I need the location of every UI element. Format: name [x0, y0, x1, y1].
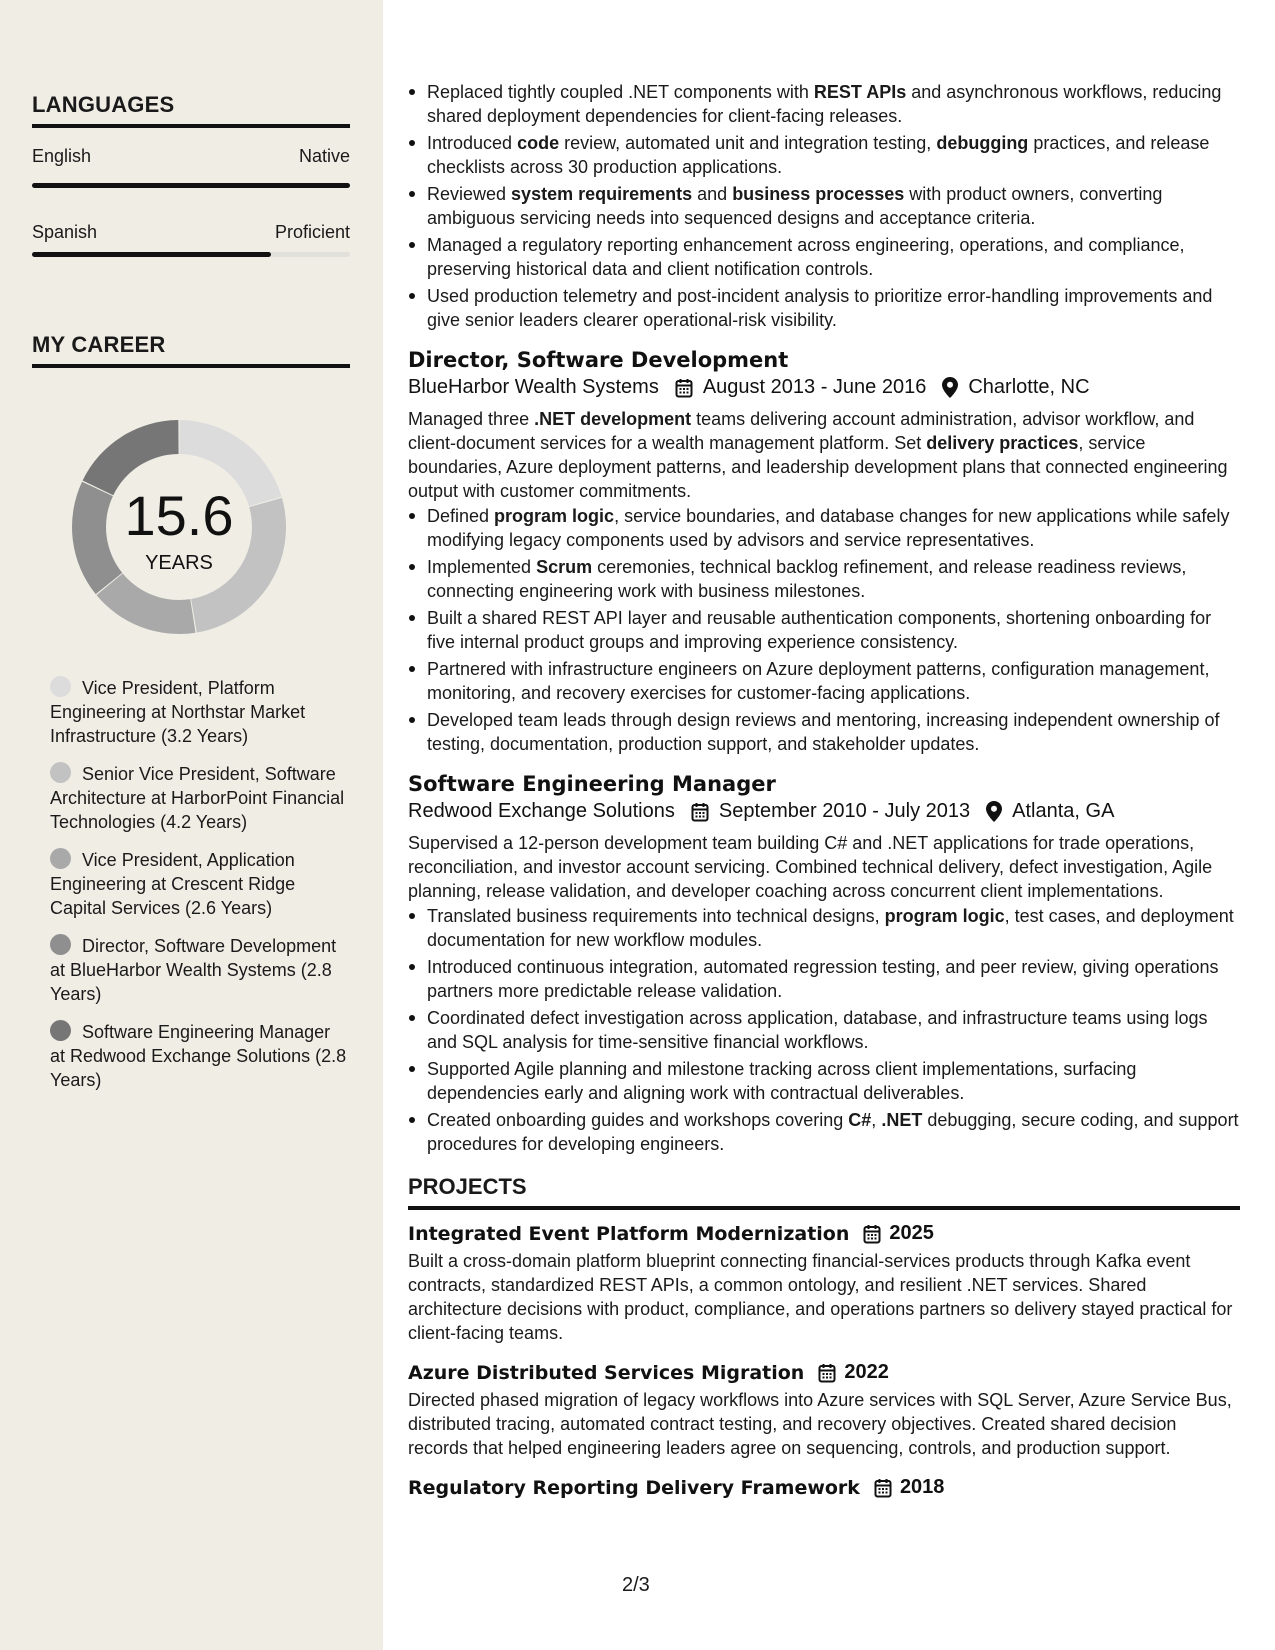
job-dates: August 2013 - June 2016 — [702, 376, 927, 398]
language-row-english — [32, 146, 350, 167]
project-entry — [408, 1222, 1240, 1345]
job-company: BlueHarbor Wealth Systems — [408, 376, 659, 398]
career-item — [50, 934, 350, 1006]
experience-bullets — [408, 80, 1240, 332]
bullet-item: Translated business requirements into technical designs, program logic, test cases, and deployment documentation for new workflow modules. — [427, 904, 1240, 952]
job-title: Director, Software Development — [408, 348, 789, 372]
project-title-row — [408, 1361, 1240, 1384]
job-title: Software Engineering Manager — [408, 772, 776, 796]
calendar-icon — [874, 1478, 892, 1498]
project-entry — [408, 1361, 1240, 1460]
job-dates: September 2010 - July 2013 — [718, 800, 971, 822]
projects-heading: PROJECTS — [408, 1174, 1240, 1210]
job-entry — [408, 348, 1240, 756]
language-name: English — [32, 146, 92, 166]
career-item-label: Director, Software Development at BlueHarbor Wealth Systems (2.8 Years) — [50, 936, 337, 1004]
career-heading: MY CAREER — [32, 332, 350, 368]
legend-dot — [50, 1020, 71, 1041]
career-item — [50, 762, 350, 834]
bullet-item: Introduced continuous integration, automated regression testing, and peer review, giving operations partners more predictable release validation. — [427, 955, 1240, 1003]
bullet-item: Managed a regulatory reporting enhancement across engineering, operations, and compliance, preserving historical data and client notification controls. — [427, 233, 1240, 281]
career-list — [50, 676, 350, 1106]
language-name: Spanish — [32, 222, 98, 242]
career-item-label: Vice President, Application Engineering at Crescent Ridge Capital Services (2.6 Years) — [50, 850, 296, 918]
job-meta — [408, 800, 1240, 823]
career-item — [50, 848, 350, 920]
job-meta — [408, 376, 1240, 399]
bullet-item: Replaced tightly coupled .NET components with REST APIs and asynchronous workflows, reducing shared deployment dependencies for client-facing releases. — [427, 80, 1240, 128]
career-item-label: Vice President, Platform Engineering at Northstar Market Infrastructure (3.2 Years) — [50, 678, 306, 746]
bullet-item: Created onboarding guides and workshops covering C#, .NET debugging, secure coding, and support procedures for developing engineers. — [427, 1110, 1239, 1154]
bullet-item: Developed team leads through design reviews and mentoring, increasing independent ownership of testing, documentation, production support, and stakeholder updates. — [427, 708, 1240, 756]
language-proficiency-fill — [32, 183, 350, 188]
language-proficiency-fill — [32, 252, 271, 257]
calendar-icon — [818, 1363, 836, 1383]
experience-list — [408, 348, 1240, 1156]
career-donut-chart — [62, 410, 296, 644]
location-pin-icon — [986, 801, 1002, 822]
project-title: Azure Distributed Services Migration — [408, 1361, 805, 1384]
calendar-icon — [691, 802, 709, 822]
calendar-icon — [863, 1224, 881, 1244]
language-proficiency-bar — [32, 183, 350, 188]
bullet-item: Partnered with infrastructure engineers on Azure deployment patterns, configuration management, monitoring, and recovery exercises for customer-facing applications. — [427, 657, 1240, 705]
job-location: Charlotte, NC — [968, 376, 1090, 398]
job-company: Redwood Exchange Solutions — [408, 800, 675, 822]
bullet-item: Supported Agile planning and milestone tracking across client implementations, surfacing dependencies early and aligning work with contractual deliverables. — [427, 1057, 1240, 1105]
job-bullets — [408, 504, 1240, 756]
bullet-item: Coordinated defect investigation across application, database, and infrastructure teams using logs and SQL analysis for time-sensitive financial workflows. — [427, 1006, 1240, 1054]
page-number: 2/3 — [622, 1574, 650, 1596]
career-item — [50, 676, 350, 748]
legend-dot — [50, 848, 71, 869]
sidebar — [0, 0, 383, 1650]
project-title-row — [408, 1222, 1240, 1245]
career-total — [62, 410, 296, 644]
projects-list — [408, 1222, 1240, 1499]
job-bullets — [408, 904, 1240, 1156]
project-year: 2025 — [889, 1222, 934, 1244]
project-title: Regulatory Reporting Delivery Framework — [408, 1476, 860, 1499]
project-title: Integrated Event Platform Modernization — [408, 1222, 850, 1245]
bullet-item: Built a shared REST API layer and reusable authentication components, shortening onboarding for five internal product groups and improving experience consistency. — [427, 606, 1240, 654]
main-content — [408, 0, 1240, 1503]
job-location: Atlanta, GA — [1012, 800, 1115, 822]
career-item — [50, 1020, 350, 1092]
languages-heading: LANGUAGES — [32, 92, 350, 128]
calendar-icon — [675, 378, 693, 398]
language-proficiency-bar — [32, 252, 350, 257]
job-description: Managed three .NET development teams delivering account administration, advisor workflow, and client-document services for a wealth management platform. Set delivery practices, service boundaries, Azure deployment patterns, and leadership development plans that connected engineering output with customer commitments. — [408, 409, 1228, 501]
language-row-spanish — [32, 222, 350, 243]
bullet-item: Defined program logic, service boundaries, and database changes for new applications while safely modifying legacy components used by advisors and service representatives. — [427, 504, 1240, 552]
career-item-label: Software Engineering Manager at Redwood Exchange Solutions (2.8 Years) — [50, 1022, 347, 1090]
career-total-value: 15.6 — [124, 484, 234, 547]
project-year: 2022 — [844, 1361, 889, 1383]
language-level: Native — [298, 146, 350, 166]
legend-dot — [50, 762, 71, 783]
project-description: Directed phased migration of legacy workflows into Azure services with SQL Server, Azure Service Bus, distributed tracing, automated contract testing, and recovery objectives. Created shared decision records that helped engineering leaders agree on sequencing, controls, and production support. — [408, 1390, 1232, 1458]
job-entry — [408, 772, 1240, 1156]
bullet-item: Introduced code review, automated unit and integration testing, debugging practices, and release checklists across 30 production applications. — [427, 131, 1240, 179]
career-item-label: Senior Vice President, Software Architecture at HarborPoint Financial Technologies (4.2 Years) — [50, 764, 345, 832]
location-pin-icon — [942, 377, 958, 398]
career-total-unit: YEARS — [145, 552, 213, 574]
project-entry — [408, 1476, 1240, 1499]
project-title-row — [408, 1476, 1240, 1499]
project-year: 2018 — [899, 1476, 945, 1498]
legend-dot — [50, 934, 71, 955]
bullet-item: Reviewed system requirements and business processes with product owners, converting ambiguous servicing needs into sequenced designs and acceptance criteria. — [427, 182, 1240, 230]
bullet-item: Implemented Scrum ceremonies, technical backlog refinement, and release readiness reviews, connecting engineering work with business milestones. — [427, 555, 1240, 603]
project-description: Built a cross-domain platform blueprint connecting financial-services products through Kafka event contracts, standardized REST APIs, a common ontology, and resilient .NET services. Shared architecture decisions with product, compliance, and operations partners so delivery stayed practical for client-facing teams. — [408, 1251, 1233, 1343]
legend-dot — [50, 676, 71, 697]
job-description: Supervised a 12-person development team building C# and .NET applications for trade operations, reconciliation, and investor account servicing. Combined technical delivery, defect investigation, Agile planning, release validation, and developer coaching across concurrent client implementations. — [408, 833, 1213, 901]
bullet-item: Used production telemetry and post-incident analysis to prioritize error-handling improvements and give senior leaders clearer operational-risk visibility. — [427, 284, 1240, 332]
language-level: Proficient — [274, 222, 350, 242]
